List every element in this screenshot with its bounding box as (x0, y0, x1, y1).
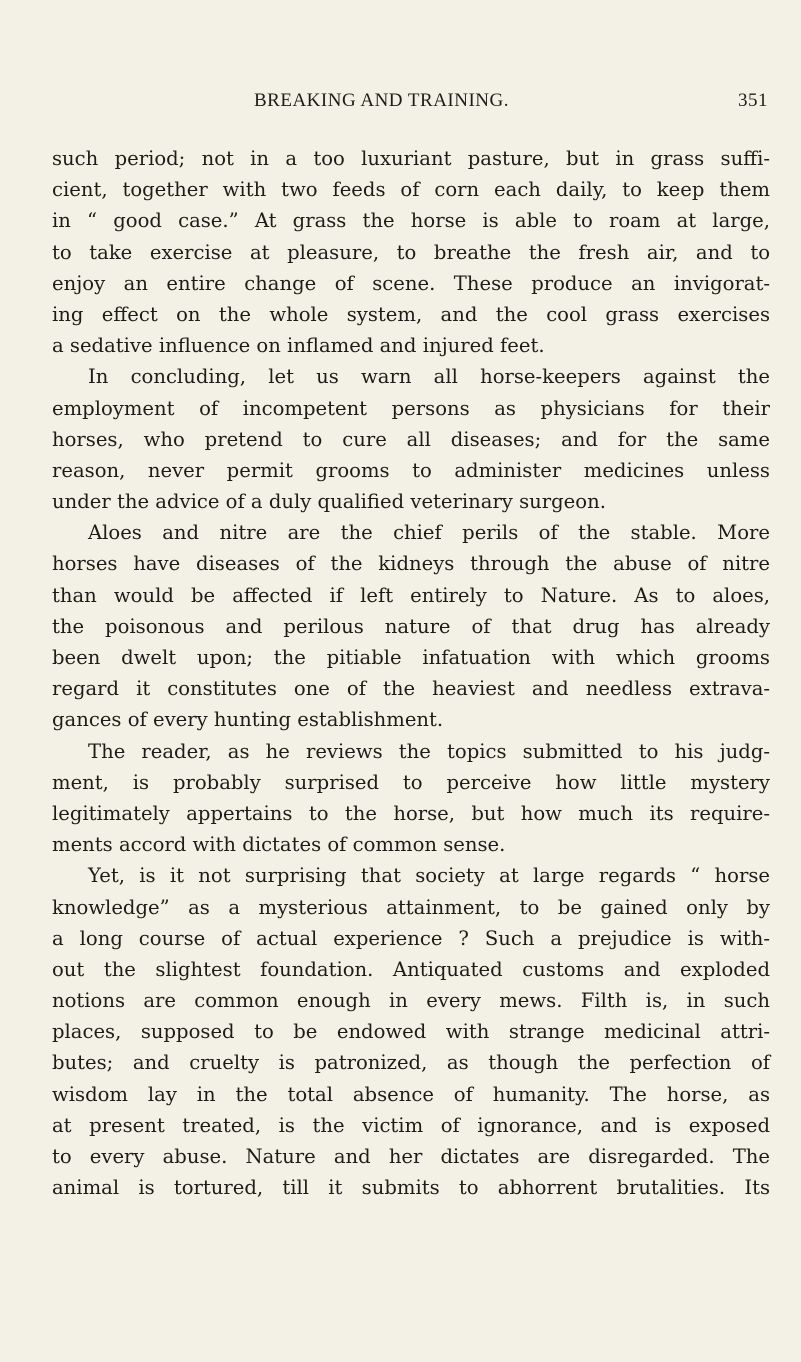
page-number: 351 (738, 90, 768, 111)
body-text (52, 143, 770, 1203)
text-line: employment of incompetent persons as physicians for their (52, 396, 770, 420)
text-line: in “ good case.” At grass the horse is able to roam at large, (52, 209, 770, 233)
text-line: In concluding, let us warn all horse-keepers against the (88, 365, 770, 389)
text-line: a sedative influence on inflamed and injured feet. (52, 334, 545, 358)
text-line: than would be affected if left entirely to Nature. As to aloes, (52, 583, 770, 607)
text-line: a long course of actual experience ? Such a prejudice is with- (52, 926, 770, 950)
running-title: BREAKING AND TRAINING. (254, 90, 510, 111)
text-line: knowledge” as a mysterious attainment, to be gained only by (52, 895, 770, 919)
text-line: to take exercise at pleasure, to breathe the fresh air, and to (52, 240, 770, 264)
text-line: Aloes and nitre are the chief perils of the stable. More (88, 521, 770, 545)
running-header (78, 90, 768, 120)
text-line: the poisonous and perilous nature of that drug has already (52, 614, 770, 638)
text-line: cient, together with two feeds of corn each daily, to keep them (52, 178, 770, 202)
text-line: regard it constitutes one of the heaviest and needless extrava- (52, 677, 770, 701)
text-line: to every abuse. Nature and her dictates are disregarded. The (52, 1145, 770, 1168)
text-line: butes; and cruelty is patronized, as though the perfection of (52, 1051, 770, 1075)
text-line: Yet, is it not surprising that society at large regards “ horse (88, 864, 770, 888)
text-line: wisdom lay in the total absence of humanity. The horse, as (52, 1082, 770, 1106)
text-line: horses, who pretend to cure all diseases; and for the same (52, 427, 770, 451)
text-line: under the advice of a duly qualified veterinary surgeon. (52, 490, 606, 514)
text-line: places, supposed to be endowed with strange medicinal attri- (52, 1020, 770, 1044)
text-line: ment, is probably surprised to perceive how little mystery (52, 770, 770, 794)
text-line: ing effect on the whole system, and the cool grass exercises (52, 302, 770, 326)
text-line: ments accord with dictates of common sense. (52, 833, 506, 857)
text-line: animal is tortured, till it submits to abhorrent brutalities. Its (52, 1176, 770, 1200)
text-line: legitimately appertains to the horse, but how much its require- (52, 801, 770, 825)
text-line: been dwelt upon; the pitiable infatuation with which grooms (52, 646, 770, 669)
text-line: notions are common enough in every mews. Filth is, in such (52, 989, 770, 1013)
text-line: reason, never permit grooms to administer medicines unless (52, 458, 770, 482)
text-line: out the slightest foundation. Antiquated customs and exploded (52, 957, 770, 981)
text-line: at present treated, is the victim of ignorance, and is exposed (52, 1113, 770, 1137)
text-line: gances of every hunting establishment. (52, 708, 444, 732)
text-line: horses have diseases of the kidneys through the abuse of nitre (52, 552, 770, 576)
text-line: such period; not in a too luxuriant pasture, but in grass suffi- (52, 147, 770, 170)
text-line: enjoy an entire change of scene. These produce an invigorat- (52, 271, 770, 295)
text-line: The reader, as he reviews the topics submitted to his judg- (88, 739, 770, 763)
